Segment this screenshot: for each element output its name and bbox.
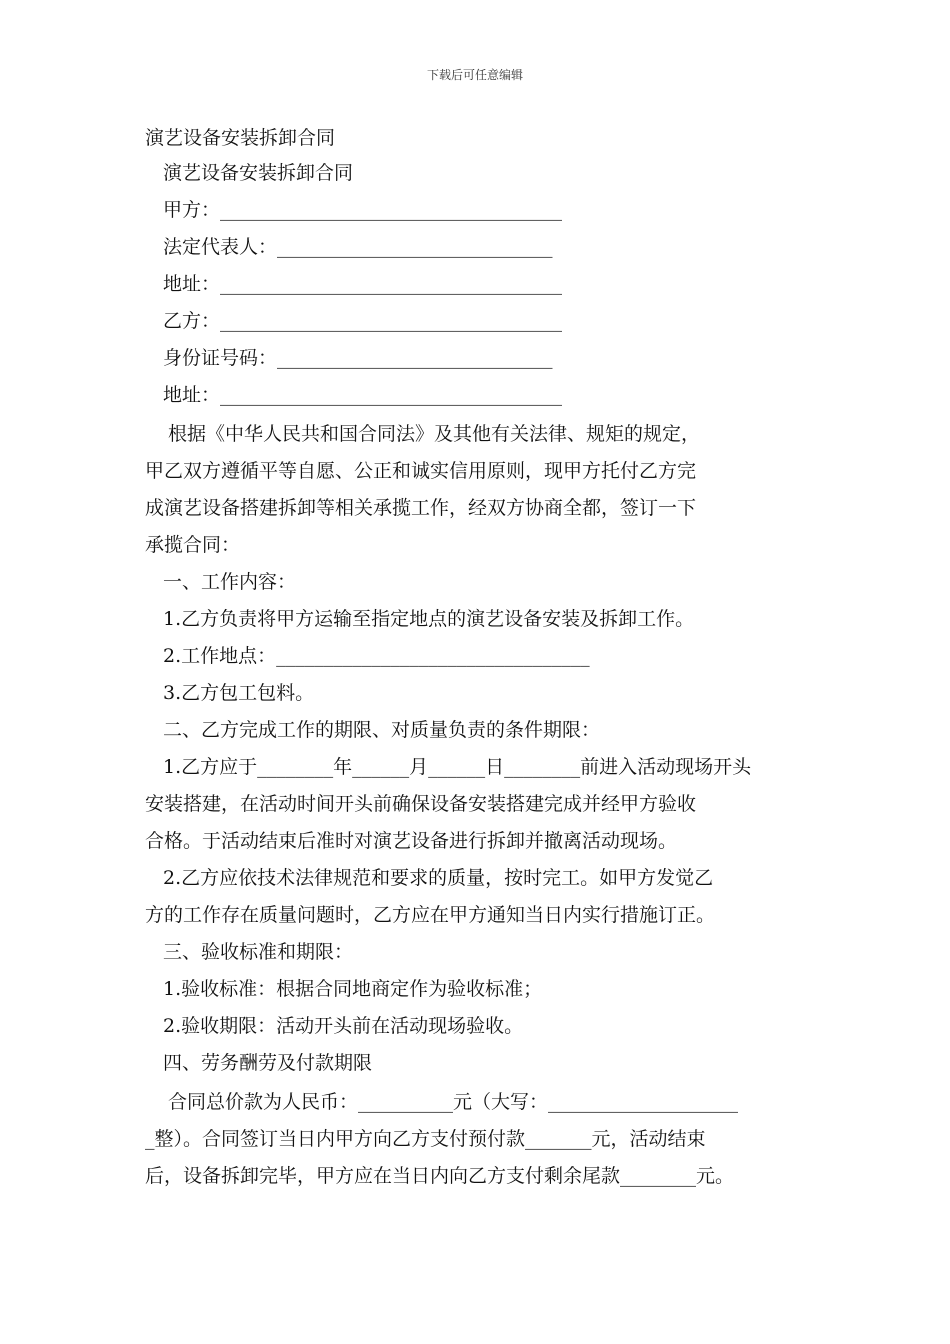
clause-line: 后，设备拆卸完毕，甲方应在当日内向乙方支付剩余尾款________元。	[145, 1165, 735, 1187]
party-a-address-field: 地址：____________________________________	[163, 273, 563, 295]
section-heading: 三、验收标准和期限：	[163, 941, 354, 963]
clause-line: 3.乙方包工包料。	[163, 682, 315, 704]
paragraph-line: 承揽合同：	[145, 534, 241, 556]
party-a-field: 甲方：____________________________________	[163, 199, 563, 221]
clause-line: 1.乙方负责将甲方运输至指定地点的演艺设备安装及拆卸工作。	[163, 608, 695, 630]
section-heading: 二、乙方完成工作的期限、对质量负责的条件期限：	[163, 719, 601, 741]
clause-line: 合同总价款为人民币：__________元（大写：____________________	[168, 1091, 739, 1113]
paragraph-line: 成演艺设备搭建拆卸等相关承揽工作，经双方协商全都，签订一下	[145, 497, 697, 519]
paragraph-line: 根据《中华人民共和国合同法》及其他有关法律、规矩的规定，	[168, 423, 701, 445]
clause-line: 方的工作存在质量问题时，乙方应在甲方通知当日内实行措施订正。	[145, 904, 716, 926]
paragraph-line: 甲乙双方遵循平等自愿、公正和诚实信用原则，现甲方托付乙方完	[145, 460, 697, 482]
clause-line: 2.乙方应依技术法律规范和要求的质量，按时完工。如甲方发觉乙	[163, 867, 714, 889]
clause-line: _整）。合同签订当日内甲方向乙方支付预付款_______元，活动结束	[145, 1128, 706, 1150]
document-title: 演艺设备安装拆卸合同	[145, 127, 336, 149]
clause-line: 2.工作地点：_________________________________	[163, 645, 590, 667]
legal-rep-field: 法定代表人：_____________________________	[163, 236, 553, 258]
clause-line: 合格。于活动结束后准时对演艺设备进行拆卸并撤离活动现场。	[145, 830, 678, 852]
clause-line: 2.验收期限：活动开头前在活动现场验收。	[163, 1015, 524, 1037]
clause-line: 1.乙方应于________年______月______日________前进入活动现场开头	[163, 756, 752, 778]
party-b-field: 乙方：____________________________________	[163, 310, 563, 332]
id-number-field: 身份证号码：_____________________________	[163, 347, 553, 369]
section-heading: 一、工作内容：	[163, 571, 297, 593]
page-header-note: 下载后可任意编辑	[426, 68, 523, 82]
party-b-address-field: 地址：____________________________________	[163, 384, 563, 406]
clause-line: 安装搭建，在活动时间开头前确保设备安装搭建完成并经甲方验收	[145, 793, 697, 815]
clause-line: 1.验收标准：根据合同地商定作为验收标准；	[163, 978, 543, 1000]
section-heading: 四、劳务酬劳及付款期限	[163, 1052, 373, 1074]
contract-heading: 演艺设备安装拆卸合同	[163, 162, 354, 184]
